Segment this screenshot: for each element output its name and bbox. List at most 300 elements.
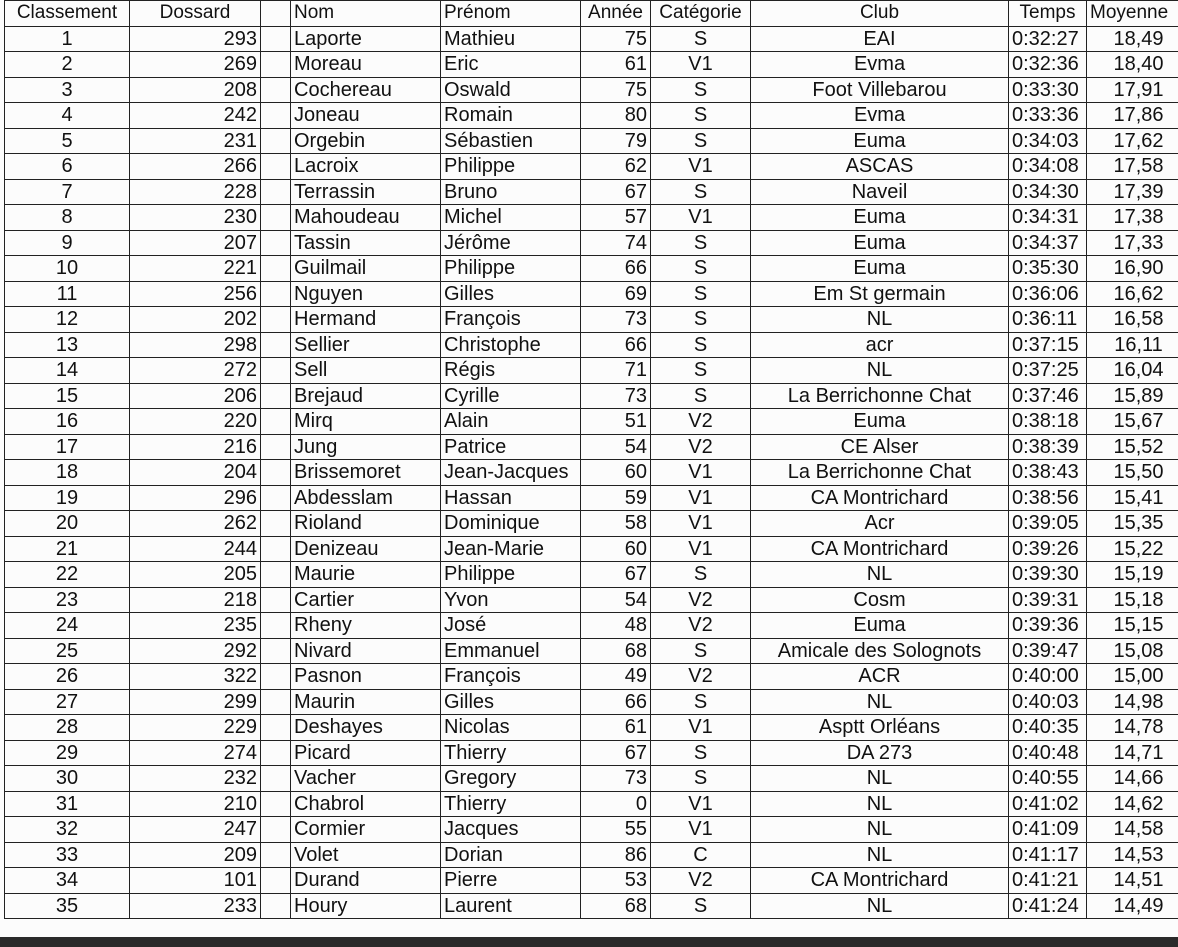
cell-moyenne: 14,49 (1087, 893, 1178, 919)
cell-temps: 0:34:03 (1009, 128, 1087, 154)
cell-club: Evma (751, 103, 1009, 129)
cell-dossard: 204 (130, 460, 261, 486)
cell-moyenne: 17,39 (1087, 179, 1178, 205)
cell-temps: 0:40:35 (1009, 715, 1087, 741)
cell-club: ASCAS (751, 154, 1009, 180)
cell-dossard: 206 (130, 383, 261, 409)
cell-prenom: Jérôme (441, 230, 581, 256)
cell-temps: 0:41:02 (1009, 791, 1087, 817)
cell-categorie: S (651, 358, 751, 384)
cell-nom: Sellier (291, 332, 441, 358)
cell-prenom: Thierry (441, 791, 581, 817)
cell-annee: 80 (581, 103, 651, 129)
cell-temps: 0:35:30 (1009, 256, 1087, 282)
cell-moyenne: 17,38 (1087, 205, 1178, 231)
cell-nom: Durand (291, 868, 441, 894)
header-prenom: Prénom (441, 1, 581, 27)
cell-classement: 8 (5, 205, 130, 231)
cell-prenom: Cyrille (441, 383, 581, 409)
cell-annee: 62 (581, 154, 651, 180)
cell-classement: 14 (5, 358, 130, 384)
scan-bottom-edge (0, 937, 1178, 947)
cell-club: Euma (751, 256, 1009, 282)
cell-moyenne: 17,86 (1087, 103, 1178, 129)
cell-categorie: V1 (651, 52, 751, 78)
cell-annee: 67 (581, 562, 651, 588)
cell-blank (261, 154, 291, 180)
cell-blank (261, 307, 291, 333)
cell-nom: Cochereau (291, 77, 441, 103)
cell-club: NL (751, 307, 1009, 333)
cell-classement: 26 (5, 664, 130, 690)
cell-categorie: V2 (651, 664, 751, 690)
table-row (5, 638, 1178, 664)
cell-annee: 61 (581, 715, 651, 741)
cell-blank (261, 689, 291, 715)
cell-temps: 0:39:31 (1009, 587, 1087, 613)
cell-categorie: V1 (651, 154, 751, 180)
cell-prenom: Régis (441, 358, 581, 384)
header-classement: Classement (5, 1, 130, 27)
cell-categorie: S (651, 638, 751, 664)
cell-dossard: 322 (130, 664, 261, 690)
cell-temps: 0:40:55 (1009, 766, 1087, 792)
cell-club: Em St germain (751, 281, 1009, 307)
cell-classement: 23 (5, 587, 130, 613)
cell-classement: 31 (5, 791, 130, 817)
cell-nom: Chabrol (291, 791, 441, 817)
cell-club: Acr (751, 511, 1009, 537)
cell-blank (261, 791, 291, 817)
cell-classement: 33 (5, 842, 130, 868)
cell-blank (261, 281, 291, 307)
cell-classement: 4 (5, 103, 130, 129)
cell-annee: 73 (581, 307, 651, 333)
cell-moyenne: 14,66 (1087, 766, 1178, 792)
cell-dossard: 299 (130, 689, 261, 715)
table-row (5, 256, 1178, 282)
cell-nom: Guilmail (291, 256, 441, 282)
table-row (5, 332, 1178, 358)
cell-club: NL (751, 842, 1009, 868)
cell-dossard: 292 (130, 638, 261, 664)
cell-club: CA Montrichard (751, 536, 1009, 562)
cell-annee: 71 (581, 358, 651, 384)
cell-annee: 67 (581, 740, 651, 766)
cell-annee: 68 (581, 638, 651, 664)
cell-prenom: Alain (441, 409, 581, 435)
cell-dossard: 232 (130, 766, 261, 792)
cell-blank (261, 103, 291, 129)
table-row (5, 562, 1178, 588)
cell-annee: 55 (581, 817, 651, 843)
cell-prenom: Gilles (441, 689, 581, 715)
cell-classement: 16 (5, 409, 130, 435)
cell-dossard: 228 (130, 179, 261, 205)
cell-categorie: S (651, 332, 751, 358)
cell-dossard: 218 (130, 587, 261, 613)
cell-nom: Houry (291, 893, 441, 919)
cell-dossard: 247 (130, 817, 261, 843)
cell-blank (261, 638, 291, 664)
cell-moyenne: 15,19 (1087, 562, 1178, 588)
cell-moyenne: 14,78 (1087, 715, 1178, 741)
cell-classement: 1 (5, 26, 130, 52)
table-row (5, 77, 1178, 103)
cell-nom: Cartier (291, 587, 441, 613)
cell-prenom: Michel (441, 205, 581, 231)
cell-temps: 0:34:37 (1009, 230, 1087, 256)
cell-blank (261, 205, 291, 231)
cell-classement: 9 (5, 230, 130, 256)
cell-moyenne: 16,90 (1087, 256, 1178, 282)
cell-prenom: Jean-Marie (441, 536, 581, 562)
cell-annee: 60 (581, 536, 651, 562)
cell-blank (261, 128, 291, 154)
cell-classement: 32 (5, 817, 130, 843)
table-row (5, 766, 1178, 792)
cell-annee: 54 (581, 587, 651, 613)
cell-moyenne: 14,62 (1087, 791, 1178, 817)
cell-categorie: V2 (651, 587, 751, 613)
cell-blank (261, 485, 291, 511)
cell-classement: 21 (5, 536, 130, 562)
cell-annee: 75 (581, 77, 651, 103)
cell-club: Euma (751, 128, 1009, 154)
table-row (5, 230, 1178, 256)
cell-temps: 0:41:17 (1009, 842, 1087, 868)
results-table (4, 0, 1178, 919)
cell-nom: Picard (291, 740, 441, 766)
cell-nom: Laporte (291, 26, 441, 52)
cell-moyenne: 15,15 (1087, 613, 1178, 639)
cell-nom: Joneau (291, 103, 441, 129)
cell-categorie: V2 (651, 434, 751, 460)
cell-annee: 51 (581, 409, 651, 435)
cell-club: CA Montrichard (751, 868, 1009, 894)
cell-temps: 0:37:25 (1009, 358, 1087, 384)
cell-blank (261, 460, 291, 486)
cell-nom: Moreau (291, 52, 441, 78)
cell-moyenne: 17,62 (1087, 128, 1178, 154)
cell-categorie: V2 (651, 409, 751, 435)
table-row (5, 715, 1178, 741)
cell-classement: 35 (5, 893, 130, 919)
cell-moyenne: 15,67 (1087, 409, 1178, 435)
cell-dossard: 296 (130, 485, 261, 511)
cell-nom: Sell (291, 358, 441, 384)
cell-moyenne: 15,52 (1087, 434, 1178, 460)
table-row (5, 791, 1178, 817)
cell-club: Foot Villebarou (751, 77, 1009, 103)
cell-classement: 2 (5, 52, 130, 78)
cell-temps: 0:38:39 (1009, 434, 1087, 460)
cell-dossard: 298 (130, 332, 261, 358)
cell-classement: 24 (5, 613, 130, 639)
cell-nom: Maurie (291, 562, 441, 588)
table-row (5, 434, 1178, 460)
cell-moyenne: 14,71 (1087, 740, 1178, 766)
cell-moyenne: 15,41 (1087, 485, 1178, 511)
cell-temps: 0:41:21 (1009, 868, 1087, 894)
cell-categorie: S (651, 740, 751, 766)
cell-classement: 30 (5, 766, 130, 792)
cell-classement: 3 (5, 77, 130, 103)
cell-nom: Abdesslam (291, 485, 441, 511)
cell-prenom: Jean-Jacques (441, 460, 581, 486)
cell-nom: Rheny (291, 613, 441, 639)
cell-annee: 66 (581, 256, 651, 282)
table-row (5, 689, 1178, 715)
cell-nom: Tassin (291, 230, 441, 256)
cell-prenom: José (441, 613, 581, 639)
cell-nom: Pasnon (291, 664, 441, 690)
cell-classement: 28 (5, 715, 130, 741)
table-row (5, 511, 1178, 537)
cell-dossard: 221 (130, 256, 261, 282)
cell-annee: 79 (581, 128, 651, 154)
cell-temps: 0:39:30 (1009, 562, 1087, 588)
cell-moyenne: 14,51 (1087, 868, 1178, 894)
cell-categorie: S (651, 307, 751, 333)
cell-classement: 17 (5, 434, 130, 460)
cell-moyenne: 14,53 (1087, 842, 1178, 868)
cell-dossard: 231 (130, 128, 261, 154)
cell-prenom: Nicolas (441, 715, 581, 741)
cell-moyenne: 14,58 (1087, 817, 1178, 843)
cell-classement: 27 (5, 689, 130, 715)
table-row (5, 179, 1178, 205)
cell-prenom: Philippe (441, 562, 581, 588)
table-row (5, 52, 1178, 78)
cell-club: Euma (751, 230, 1009, 256)
cell-moyenne: 16,58 (1087, 307, 1178, 333)
cell-dossard: 272 (130, 358, 261, 384)
cell-dossard: 202 (130, 307, 261, 333)
cell-categorie: C (651, 842, 751, 868)
cell-prenom: Laurent (441, 893, 581, 919)
cell-annee: 48 (581, 613, 651, 639)
cell-club: NL (751, 817, 1009, 843)
cell-nom: Deshayes (291, 715, 441, 741)
cell-nom: Brissemoret (291, 460, 441, 486)
cell-prenom: Gilles (441, 281, 581, 307)
table-row (5, 154, 1178, 180)
cell-dossard: 262 (130, 511, 261, 537)
cell-temps: 0:40:03 (1009, 689, 1087, 715)
table-row (5, 307, 1178, 333)
cell-blank (261, 893, 291, 919)
table-row (5, 358, 1178, 384)
cell-categorie: V1 (651, 715, 751, 741)
table-row (5, 26, 1178, 52)
cell-nom: Mirq (291, 409, 441, 435)
cell-blank (261, 77, 291, 103)
table-row (5, 383, 1178, 409)
cell-blank (261, 817, 291, 843)
cell-moyenne: 18,40 (1087, 52, 1178, 78)
cell-classement: 6 (5, 154, 130, 180)
cell-nom: Brejaud (291, 383, 441, 409)
cell-annee: 0 (581, 791, 651, 817)
cell-prenom: Oswald (441, 77, 581, 103)
table-row (5, 485, 1178, 511)
cell-prenom: Christophe (441, 332, 581, 358)
table-row (5, 409, 1178, 435)
header-moyenne: Moyenne (1087, 1, 1178, 27)
header-club: Club (751, 1, 1009, 27)
cell-annee: 57 (581, 205, 651, 231)
cell-blank (261, 868, 291, 894)
cell-blank (261, 664, 291, 690)
cell-dossard: 216 (130, 434, 261, 460)
cell-nom: Hermand (291, 307, 441, 333)
cell-club: EAI (751, 26, 1009, 52)
cell-categorie: V1 (651, 511, 751, 537)
cell-temps: 0:36:06 (1009, 281, 1087, 307)
cell-classement: 5 (5, 128, 130, 154)
table-row (5, 868, 1178, 894)
cell-temps: 0:38:56 (1009, 485, 1087, 511)
header-nom: Nom (291, 1, 441, 27)
cell-prenom: Jacques (441, 817, 581, 843)
cell-classement: 18 (5, 460, 130, 486)
header-dossard: Dossard (130, 1, 261, 27)
table-row (5, 128, 1178, 154)
cell-club: Evma (751, 52, 1009, 78)
cell-categorie: S (651, 383, 751, 409)
cell-blank (261, 511, 291, 537)
cell-annee: 53 (581, 868, 651, 894)
cell-moyenne: 15,08 (1087, 638, 1178, 664)
cell-nom: Nguyen (291, 281, 441, 307)
cell-moyenne: 15,50 (1087, 460, 1178, 486)
cell-blank (261, 536, 291, 562)
cell-blank (261, 383, 291, 409)
cell-annee: 60 (581, 460, 651, 486)
table-row (5, 893, 1178, 919)
header-row (5, 1, 1178, 27)
cell-temps: 0:40:00 (1009, 664, 1087, 690)
cell-dossard: 208 (130, 77, 261, 103)
cell-blank (261, 179, 291, 205)
header-blank (261, 1, 291, 27)
cell-dossard: 209 (130, 842, 261, 868)
cell-blank (261, 587, 291, 613)
cell-classement: 19 (5, 485, 130, 511)
cell-club: Cosm (751, 587, 1009, 613)
cell-blank (261, 332, 291, 358)
cell-categorie: V1 (651, 791, 751, 817)
cell-dossard: 244 (130, 536, 261, 562)
cell-prenom: Dominique (441, 511, 581, 537)
cell-club: DA 273 (751, 740, 1009, 766)
cell-classement: 20 (5, 511, 130, 537)
cell-dossard: 230 (130, 205, 261, 231)
cell-club: Amicale des Solognots (751, 638, 1009, 664)
cell-temps: 0:33:36 (1009, 103, 1087, 129)
cell-moyenne: 15,22 (1087, 536, 1178, 562)
table-row (5, 281, 1178, 307)
cell-club: Euma (751, 409, 1009, 435)
cell-temps: 0:34:30 (1009, 179, 1087, 205)
header-annee: Année (581, 1, 651, 27)
cell-blank (261, 842, 291, 868)
cell-categorie: S (651, 689, 751, 715)
cell-dossard: 101 (130, 868, 261, 894)
table-row (5, 664, 1178, 690)
cell-annee: 59 (581, 485, 651, 511)
cell-categorie: S (651, 26, 751, 52)
cell-annee: 86 (581, 842, 651, 868)
cell-nom: Jung (291, 434, 441, 460)
cell-prenom: Thierry (441, 740, 581, 766)
cell-classement: 7 (5, 179, 130, 205)
cell-prenom: Mathieu (441, 26, 581, 52)
cell-classement: 10 (5, 256, 130, 282)
cell-club: CA Montrichard (751, 485, 1009, 511)
cell-prenom: Dorian (441, 842, 581, 868)
cell-moyenne: 16,11 (1087, 332, 1178, 358)
cell-temps: 0:33:30 (1009, 77, 1087, 103)
cell-nom: Rioland (291, 511, 441, 537)
cell-prenom: Emmanuel (441, 638, 581, 664)
cell-temps: 0:41:24 (1009, 893, 1087, 919)
cell-temps: 0:41:09 (1009, 817, 1087, 843)
cell-classement: 15 (5, 383, 130, 409)
cell-prenom: Pierre (441, 868, 581, 894)
cell-prenom: Bruno (441, 179, 581, 205)
cell-club: NL (751, 893, 1009, 919)
cell-annee: 73 (581, 766, 651, 792)
table-row (5, 587, 1178, 613)
cell-nom: Lacroix (291, 154, 441, 180)
cell-categorie: S (651, 230, 751, 256)
cell-prenom: Sébastien (441, 128, 581, 154)
cell-prenom: Philippe (441, 256, 581, 282)
cell-annee: 74 (581, 230, 651, 256)
cell-moyenne: 18,49 (1087, 26, 1178, 52)
cell-club: Asptt Orléans (751, 715, 1009, 741)
cell-dossard: 293 (130, 26, 261, 52)
cell-prenom: Patrice (441, 434, 581, 460)
cell-club: NL (751, 766, 1009, 792)
cell-blank (261, 358, 291, 384)
cell-club: acr (751, 332, 1009, 358)
cell-temps: 0:32:36 (1009, 52, 1087, 78)
cell-categorie: S (651, 179, 751, 205)
cell-categorie: V1 (651, 460, 751, 486)
cell-dossard: 205 (130, 562, 261, 588)
cell-categorie: V1 (651, 817, 751, 843)
cell-moyenne: 17,91 (1087, 77, 1178, 103)
cell-dossard: 233 (130, 893, 261, 919)
cell-prenom: Romain (441, 103, 581, 129)
cell-categorie: S (651, 256, 751, 282)
cell-dossard: 220 (130, 409, 261, 435)
table-row (5, 103, 1178, 129)
cell-blank (261, 613, 291, 639)
cell-temps: 0:39:47 (1009, 638, 1087, 664)
cell-club: CE Alser (751, 434, 1009, 460)
cell-temps: 0:38:18 (1009, 409, 1087, 435)
cell-annee: 54 (581, 434, 651, 460)
cell-annee: 58 (581, 511, 651, 537)
cell-club: Euma (751, 205, 1009, 231)
cell-nom: Terrassin (291, 179, 441, 205)
cell-temps: 0:32:27 (1009, 26, 1087, 52)
cell-prenom: François (441, 664, 581, 690)
